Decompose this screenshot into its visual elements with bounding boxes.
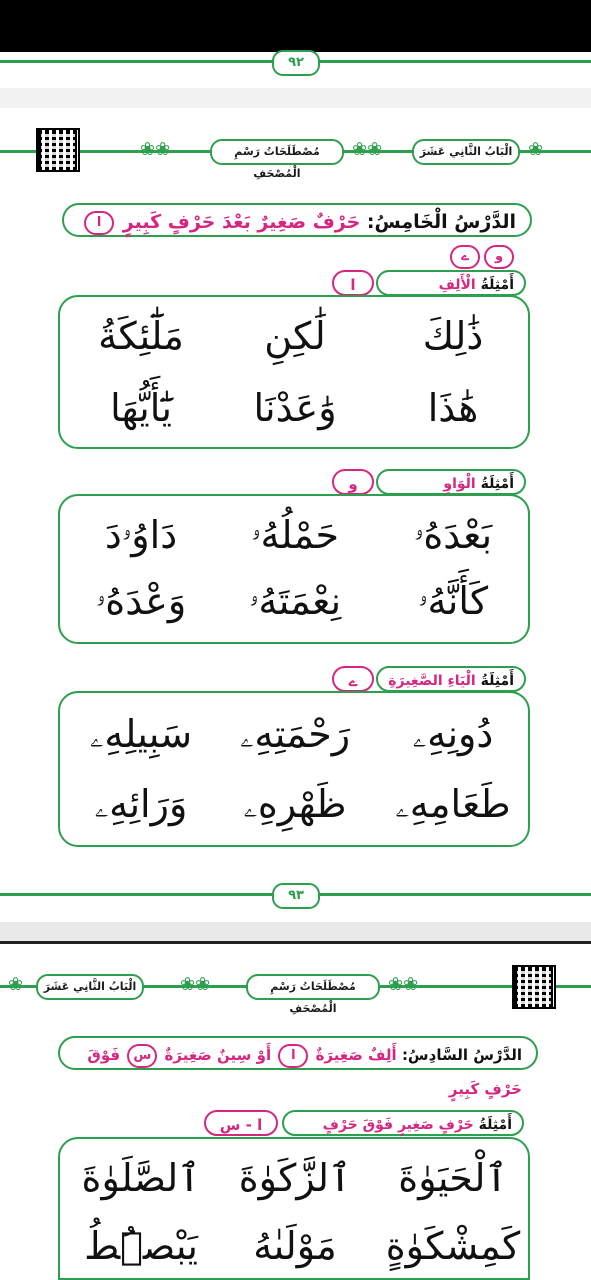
example-word: مَلَٰٓئِكَةُ [98,314,184,358]
lesson-marker: ا [278,1044,308,1068]
page-gap [0,88,591,108]
example-word: يَبْصُۜطُ [84,1224,198,1268]
example-word: سَبِيلِهِۦ [89,712,193,756]
example-word: بَعْدَهُۥ [413,513,493,557]
example-word: وَٰعَدْنَا [253,386,337,430]
header-center-title: مُصْطَلَحَاتُ رَسْمِ الْمُصْحَفِ [246,974,380,1000]
example-word: نِعْمَتَهُۥ [248,579,342,623]
lesson-title-part: فَوْقَ حَرْفٍ كَبِيرٍ [87,1046,522,1098]
section-label-prefix: أَمْثِلَةُ [478,1117,512,1133]
example-word: وَرَائِهِۦ [94,782,188,826]
examples-box [58,691,530,847]
header-chapter-title: الْبَابُ الثَّانِي عَشَرَ [36,974,144,1000]
ornament-icon: ❀❀ [352,139,383,160]
lesson-title-part: أَلِفٌ صَغِيرَةٌ [315,1046,397,1064]
example-word: طَعَامِهِۦ [395,782,511,826]
section-label [376,270,526,296]
section-label-prefix: أَمْثِلَةُ [480,277,514,293]
lesson-prefix: الدَّرْسُ الْخَامِسُ: [366,211,516,233]
examples-box [58,1137,530,1280]
example-word: ٱلْحَيَوٰةَ [398,1156,508,1200]
example-word: وَعْدَهُۥ [95,579,187,623]
top-black-bar [0,0,591,52]
lesson-marker: ا [84,211,114,235]
example-word: يَٰٓأَيُّهَا [110,386,172,430]
page-break-line [0,941,591,944]
qr-code-icon[interactable] [512,965,556,1009]
section-label-title: الْيَاءِ الصَّغِيرَةِ [388,673,476,689]
ornament-icon: ❀ [8,974,24,995]
section-label-title: حَرْفٍ صَغِيرٍ فَوْقَ حَرْفٍ [322,1117,474,1133]
lesson-title-box [62,203,532,264]
section-label-title: الْوَاوِ [443,476,476,492]
page-number-top: ٩٢ [272,50,320,76]
ornament-icon: ❀❀ [140,139,171,160]
qr-code-icon[interactable] [36,128,80,172]
lesson-title-box [58,1036,538,1098]
example-word: حَمْلُهُۥ [251,513,339,557]
example-word: ظَهْرِهِۦ [243,782,347,826]
example-word: ٱلزَّكَوٰةَ [238,1156,352,1200]
example-word: ٱلصَّلَوٰةَ [81,1156,201,1200]
section-label-prefix: أَمْثِلَةُ [480,476,514,492]
section-label [282,1110,524,1136]
examples-box [58,494,530,644]
section-label [376,666,526,692]
example-word: مَوْلَىٰهُ [253,1224,337,1268]
ornament-icon: ❀❀ [180,974,211,995]
section-tag: ا - س [204,1110,278,1136]
ornament-icon: ❀❀ [388,974,419,995]
header-center-title: مُصْطَلَحَاتُ رَسْمِ الْمُصْحَفِ [210,139,344,165]
lesson-title: حَرْفٌ صَغِيرٌ بَعْدَ حَرْفٍ كَبِيرٍ [122,211,361,233]
section-label [376,469,526,495]
lesson-marker: و [484,245,514,269]
section-tag: و [332,469,374,495]
examples-box [58,295,530,449]
section-label-prefix: أَمْثِلَةُ [480,673,514,689]
example-word: كَأَنَّهُۥ [417,579,489,623]
example-word: دَاوُۥدَ [104,513,178,557]
section-tag: ا [332,270,374,296]
example-word: دُونِهِۦ [412,712,494,756]
ornament-icon: ❀ [528,139,544,160]
example-word: كَمِشْكَوٰةٍ [385,1224,521,1268]
example-word: رَحْمَتِهِۦ [239,712,351,756]
example-word: لَٰكِنِ [264,314,326,358]
section-tag: ے [332,666,374,692]
example-word: هَٰذَا [427,386,479,430]
lesson-marker: ے [450,245,480,269]
header-chapter-title: الْبَابُ الثَّانِي عَشَرَ [412,139,520,165]
lesson-marker: س [127,1044,157,1068]
section-label-title: الْأَلِفِ [438,277,476,293]
page-number-bottom: ٩٣ [272,883,320,909]
lesson-prefix: الدَّرْسُ السَّادِسُ: [401,1046,522,1064]
lesson-title-part: أَوْ سِينٌ صَغِيرَةٌ [164,1046,272,1064]
example-word: ذَٰلِكَ [422,314,484,358]
